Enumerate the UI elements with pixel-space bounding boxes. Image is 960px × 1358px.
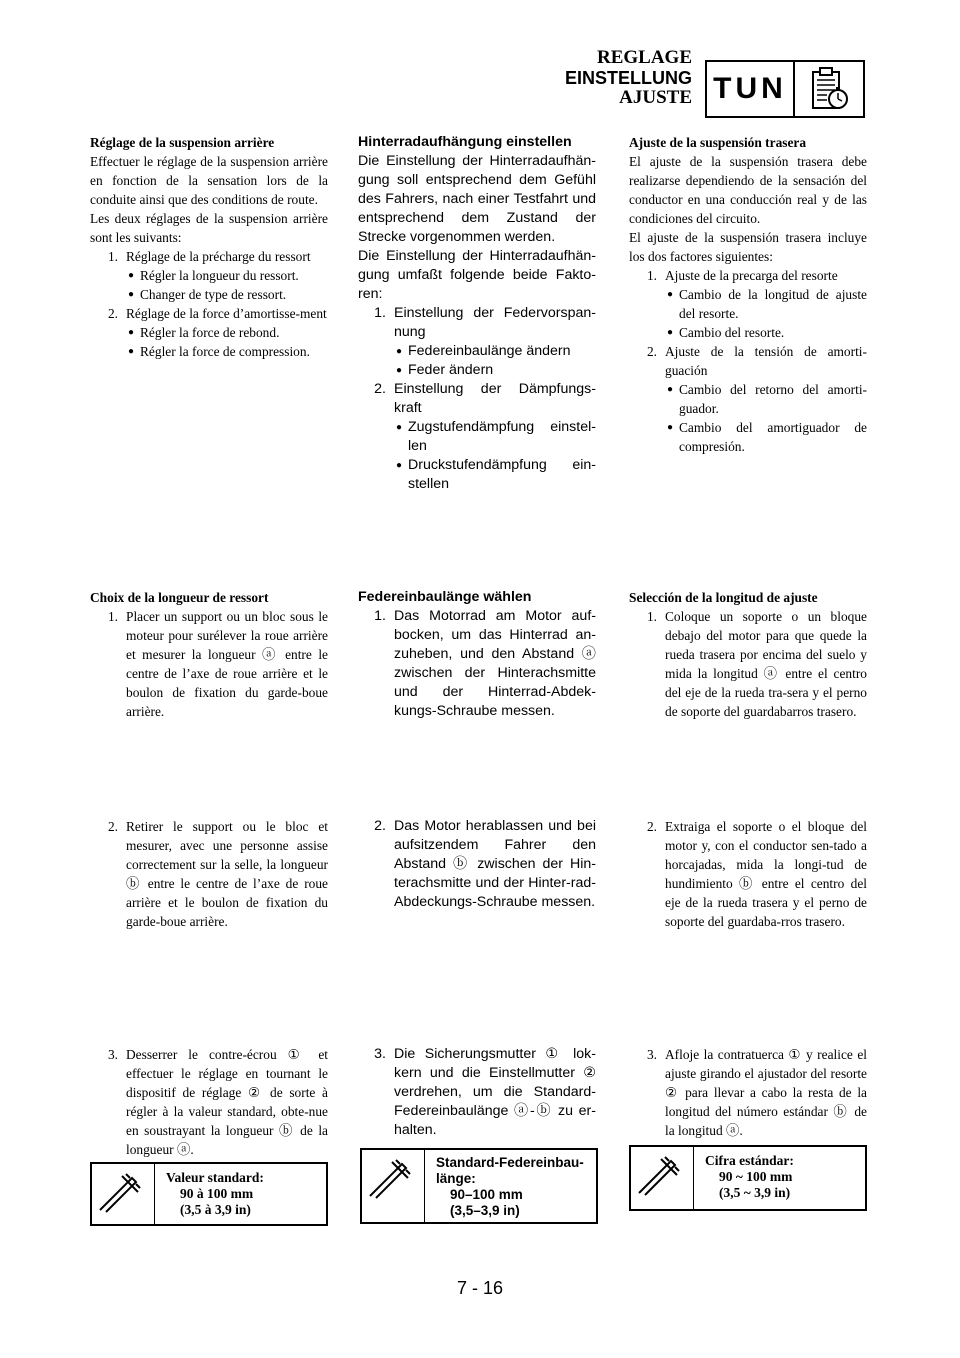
es-section-rear-suspension [629,133,867,456]
de-paragraph: Die Einstellung der Hinterradaufhän-gung soll entsprechend dem Gefühl des Fahrers, nach einer Testfahrt und entsprechend dem Zustand der Strecke vorgenommen werden. [358,153,596,245]
list-item: 3. Die Sicherungsmutter ① lok-kern und die Einstellmutter ② verdrehen, um die Standard-Federeinbaulänge ⓐ-ⓑ zu er-halten. [374,1046,596,1138]
de-section-rear-suspension [358,133,596,494]
bullet-item: ● Cambio del amortiguador de compresión. [667,420,867,454]
bullet-icon: ● [396,460,403,471]
spec-label: Standard-Federeinbau-länge: [436,1155,584,1186]
caliper-icon [635,1153,681,1199]
bullet-icon: ● [128,289,135,300]
fr-spec-box [90,1162,328,1226]
de-section-spring-length [358,588,596,721]
bullet-icon: ● [396,422,403,433]
list-item: 1. Réglage de la précharge du ressort [107,249,311,264]
bullet-item: ● Federeinbaulänge ändern [396,343,571,359]
bullet-icon: ● [667,289,674,300]
es-spec-box [629,1145,867,1211]
bullet-item: ● Régler la force de compression. [128,344,310,359]
de-heading: Federeinbaulänge wählen [358,589,532,605]
de-heading: Hinterradaufhängung einstellen [358,134,572,150]
spec-value: 90 ~ 100 mm [719,1169,793,1184]
fr-step-2 [90,817,328,931]
section-code: TUN [707,62,795,116]
fr-heading: Choix de la longueur de ressort [90,590,269,605]
section-badge [705,60,865,118]
title-ajuste: AJUSTE [619,87,692,108]
bullet-item: ● Zugstufendämpfung einstel-len [396,419,596,454]
bullet-item: ● Régler la longueur du ressort. [128,268,299,283]
caliper-icon [96,1170,142,1216]
bullet-icon: ● [128,346,135,357]
fr-heading: Réglage de la suspension arrière [90,135,275,150]
es-paragraph: El ajuste de la suspensión trasera debe realizarse dependiendo de la sensación del conductor en una conducción real y de las condiciones del circuito. [629,154,867,226]
list-item: 1. Placer un support ou un bloc sous le moteur pour surélever la roue arrière et mesurer la longueur ⓐ entre le centre de l’axe de roue arrière et le boulon de fixation du garde-boue arrière. [107,609,328,719]
bullet-icon: ● [396,365,403,376]
list-item: 2. Extraiga el soporte o el bloque del motor y, con el conductor sen-tado a horcajadas, mida la longi-tud de hundimiento ⓑ entre el centro del eje de la rueda trasera y el perno de soporte del guardaba-rros trasero. [646,819,867,929]
list-item: 3. Desserrer le contre-écrou ① et effectuer le réglage en tournant le dispositif de réglage ② de sorte à régler à la valeur standard, obte-nue en soustrayant la longueur ⓑ de la longueur ⓐ. [107,1047,328,1157]
list-item: 3. Afloje la contratuerca ① y realice el ajuste girando el ajustador del resorte ② para llevar a cabo la resta de la longitud del número estándar ⓑ de la longitud ⓐ. [646,1047,867,1138]
list-item: 2. Das Motor herablassen und bei aufsitzendem Fahrer den Abstand ⓑ zwischen der Hin-terachsmitte und der Hinter-rad-Abdeckungs-Schraube messen. [374,818,596,910]
bullet-icon: ● [667,327,674,338]
bullet-item: ● Cambio del retorno del amorti-guador. [667,382,867,416]
bullet-item: ● Régler la force de rebond. [128,325,280,340]
es-step-3 [629,1045,867,1140]
bullet-icon: ● [128,327,135,338]
bullet-icon: ● [128,270,135,281]
list-item: 1. Einstellung der Federvorspan-nung [374,305,596,340]
bullet-icon: ● [667,384,674,395]
fr-step-3 [90,1045,328,1159]
es-step-2 [629,817,867,931]
spec-label: Cifra estándar: [705,1153,794,1168]
es-heading: Selección de la longitud de ajuste [629,590,818,605]
list-item: 2. Einstellung der Dämpfungs-kraft [374,381,596,416]
list-item: 2. Réglage de la force d’amortisse-ment [107,306,327,321]
spec-value-imperial: (3,5 à 3,9 in) [180,1202,251,1217]
fr-paragraph: Effectuer le réglage de la suspension arrière en fonction de la sensation lors de la conduite ainsi que des conditions de route. [90,154,328,207]
de-spec-box [360,1148,598,1224]
bullet-item: ● Druckstufendämpfung ein-stellen [396,457,596,492]
bullet-item: ● Feder ändern [396,362,494,378]
spec-label: Valeur standard: [166,1170,264,1185]
bullet-item: ● Changer de type de ressort. [128,287,287,302]
caliper-icon [366,1156,412,1202]
list-item: 1. Das Motorrad am Motor auf-bocken, um das Hinterrad an-zuheben, und den Abstand ⓐ zwischen der Hinterachsmitte und der Hinterrad-Abdek-kungs-Schraube messen. [374,608,596,719]
fr-section-rear-suspension [90,133,328,361]
title-reglage: REGLAGE [596,47,692,68]
list-item: 1. Ajuste de la precarga del resorte [646,268,838,283]
es-paragraph: El ajuste de la suspensión trasera incluye los dos factores siguientes: [629,230,867,264]
list-item: 1. Coloque un soporte o un bloque debajo del motor para que quede la rueda trasera por encima del suelo y mida la longitud ⓐ entre el centro del eje de la rueda tra-sera y el perno de soporte del guardabarros trasero. [646,609,867,719]
de-paragraph: Die Einstellung der Hinterradaufhän-gung umfaßt folgende beide Fakto-ren: [358,248,596,302]
fr-section-spring-length [90,588,328,721]
section-titles [565,48,692,108]
spec-value: 90 à 100 mm [180,1186,254,1201]
page-number: 7 - 16 [456,1278,504,1298]
list-item: 2. Ajuste de la tensión de amorti-guación [646,344,867,378]
de-step-2 [358,817,596,912]
es-heading: Ajuste de la suspensión trasera [629,135,807,150]
es-section-spring-length [629,588,867,721]
bullet-item: ● Cambio de la longitud de ajuste del resorte. [667,287,867,321]
bullet-item: ● Cambio del resorte. [667,325,785,340]
bullet-icon: ● [396,346,403,357]
fr-paragraph: Les deux réglages de la suspension arrière sont les suivants: [90,211,328,245]
list-item: 2. Retirer le support ou le bloc et mesurer, avec une personne assise correctement sur la selle, la longueur ⓑ entre le centre de l’axe de roue arrière et le boulon de fixation du garde-boue arrière. [107,819,328,929]
title-einstellung: EINSTELLUNG [564,68,692,88]
bullet-icon: ● [667,422,674,433]
spec-value: 90–100 mm [450,1187,523,1202]
clipboard-stopwatch-icon [795,62,863,116]
spec-value-imperial: (3,5 ~ 3,9 in) [719,1185,791,1200]
de-step-3 [358,1045,596,1140]
spec-value-imperial: (3,5–3,9 in) [450,1203,520,1218]
